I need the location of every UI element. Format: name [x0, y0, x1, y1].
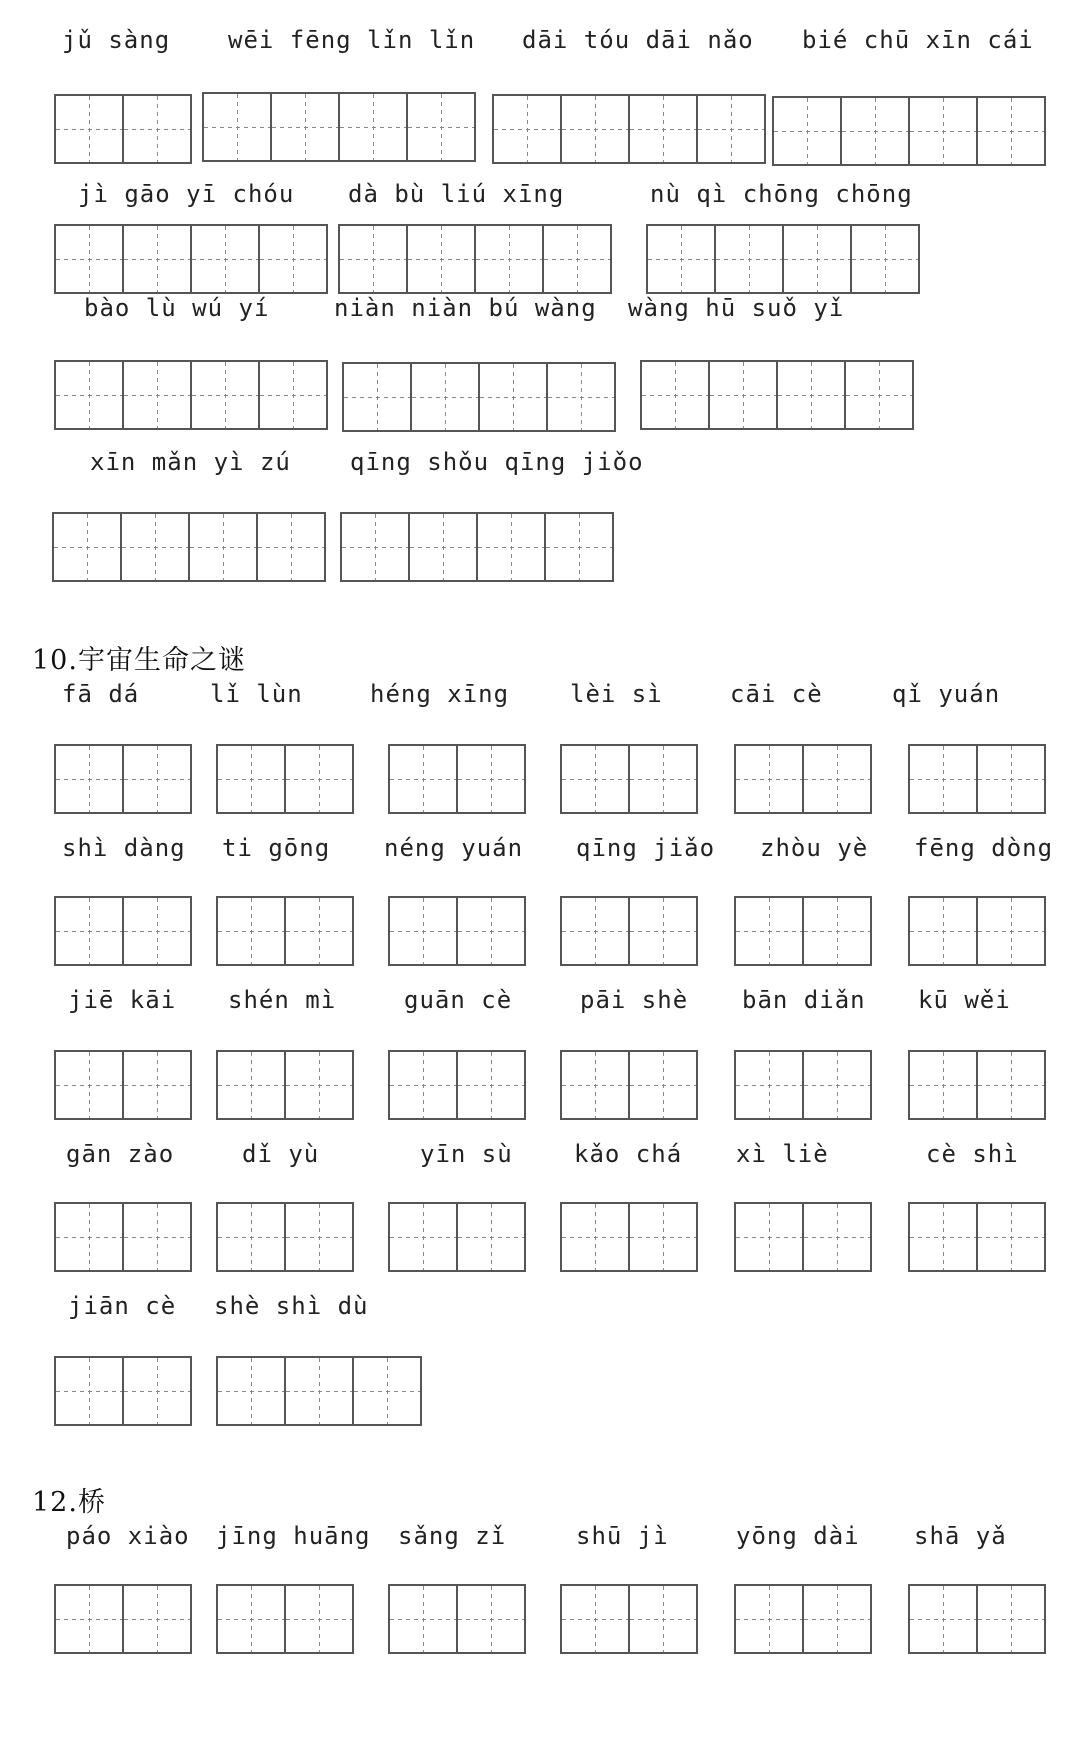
character-cell[interactable]	[256, 512, 326, 582]
writing-grid[interactable]	[54, 896, 192, 966]
character-cell[interactable]	[546, 362, 616, 432]
character-cell[interactable]	[338, 224, 408, 294]
character-cell[interactable]	[478, 362, 548, 432]
character-cell[interactable]	[456, 1584, 526, 1654]
writing-grid[interactable]	[734, 896, 872, 966]
character-cell[interactable]	[476, 512, 546, 582]
character-cell[interactable]	[646, 224, 716, 294]
character-cell[interactable]	[406, 92, 476, 162]
writing-grid[interactable]	[734, 744, 872, 814]
character-cell[interactable]	[270, 92, 340, 162]
pinyin-label: kǎo chá	[574, 1140, 683, 1168]
pinyin-label: bié chū xīn cái	[802, 26, 1034, 54]
writing-grid[interactable]	[646, 224, 920, 294]
writing-grid[interactable]	[216, 896, 354, 966]
character-cell[interactable]	[456, 1050, 526, 1120]
character-cell[interactable]	[734, 744, 804, 814]
pinyin-label: fā dá	[62, 680, 140, 708]
character-cell[interactable]	[542, 224, 612, 294]
character-cell[interactable]	[122, 896, 192, 966]
character-cell[interactable]	[342, 362, 412, 432]
character-cell[interactable]	[122, 224, 192, 294]
character-cell[interactable]	[54, 896, 124, 966]
character-cell[interactable]	[410, 362, 480, 432]
character-cell[interactable]	[976, 1050, 1046, 1120]
character-cell[interactable]	[492, 94, 562, 164]
pinyin-label: kū wěi	[918, 986, 1011, 1014]
character-cell[interactable]	[388, 1202, 458, 1272]
pinyin-label: jīng huāng	[216, 1522, 371, 1550]
character-cell[interactable]	[908, 1584, 978, 1654]
character-cell[interactable]	[628, 1202, 698, 1272]
character-cell[interactable]	[628, 1584, 698, 1654]
pinyin-label: bān diǎn	[742, 986, 866, 1014]
pinyin-label: fēng dòng	[914, 834, 1054, 862]
pinyin-label: lǐ lùn	[210, 680, 303, 708]
writing-grid[interactable]	[216, 744, 354, 814]
character-cell[interactable]	[908, 96, 978, 166]
character-cell[interactable]	[976, 1202, 1046, 1272]
character-cell[interactable]	[190, 360, 260, 430]
character-cell[interactable]	[908, 744, 978, 814]
character-cell[interactable]	[802, 1050, 872, 1120]
character-cell[interactable]	[54, 1584, 124, 1654]
character-cell[interactable]	[216, 1202, 286, 1272]
character-cell[interactable]	[406, 224, 476, 294]
character-cell[interactable]	[628, 896, 698, 966]
writing-grid[interactable]	[54, 744, 192, 814]
character-cell[interactable]	[340, 512, 410, 582]
character-cell[interactable]	[714, 224, 784, 294]
character-cell[interactable]	[628, 94, 698, 164]
character-cell[interactable]	[122, 360, 192, 430]
character-cell[interactable]	[54, 1202, 124, 1272]
character-cell[interactable]	[628, 1050, 698, 1120]
pinyin-label: qīng shǒu qīng jiǒo	[350, 448, 644, 476]
character-cell[interactable]	[284, 744, 354, 814]
pinyin-label: shén mì	[228, 986, 337, 1014]
character-cell[interactable]	[734, 896, 804, 966]
writing-grid[interactable]	[202, 92, 476, 162]
character-cell[interactable]	[560, 896, 630, 966]
pinyin-label: jiān cè	[68, 1292, 177, 1320]
writing-grid[interactable]	[908, 1202, 1046, 1272]
pinyin-label: xīn mǎn yì zú	[90, 448, 291, 476]
character-cell[interactable]	[802, 744, 872, 814]
writing-grid[interactable]	[388, 744, 526, 814]
writing-grid[interactable]	[54, 1050, 192, 1120]
writing-grid[interactable]	[216, 1584, 354, 1654]
character-cell[interactable]	[840, 96, 910, 166]
character-cell[interactable]	[708, 360, 778, 430]
character-cell[interactable]	[122, 744, 192, 814]
pinyin-label: wēi fēng lǐn lǐn	[228, 26, 476, 54]
writing-grid[interactable]	[560, 744, 698, 814]
pinyin-label: lèi sì	[570, 680, 663, 708]
pinyin-label: yīn sù	[420, 1140, 513, 1168]
character-cell[interactable]	[628, 744, 698, 814]
character-cell[interactable]	[908, 896, 978, 966]
writing-grid[interactable]	[492, 94, 766, 164]
character-cell[interactable]	[408, 512, 478, 582]
writing-grid[interactable]	[772, 96, 1046, 166]
character-cell[interactable]	[802, 1584, 872, 1654]
character-cell[interactable]	[388, 896, 458, 966]
character-cell[interactable]	[388, 1584, 458, 1654]
pinyin-label: gān zào	[66, 1140, 175, 1168]
pinyin-label: shè shì dù	[214, 1292, 369, 1320]
writing-grid[interactable]	[216, 1202, 354, 1272]
pinyin-label: pāi shè	[580, 986, 689, 1014]
character-cell[interactable]	[284, 896, 354, 966]
writing-grid[interactable]	[388, 896, 526, 966]
character-cell[interactable]	[216, 1584, 286, 1654]
character-cell[interactable]	[284, 1050, 354, 1120]
character-cell[interactable]	[802, 896, 872, 966]
writing-grid[interactable]	[54, 1202, 192, 1272]
character-cell[interactable]	[456, 744, 526, 814]
character-cell[interactable]	[190, 224, 260, 294]
writing-grid[interactable]	[908, 744, 1046, 814]
character-cell[interactable]	[976, 744, 1046, 814]
pinyin-label: dǐ yù	[242, 1140, 320, 1168]
writing-grid[interactable]	[734, 1050, 872, 1120]
character-cell[interactable]	[734, 1202, 804, 1272]
character-cell[interactable]	[54, 224, 124, 294]
character-cell[interactable]	[560, 94, 630, 164]
character-cell[interactable]	[216, 1356, 286, 1426]
writing-grid[interactable]	[734, 1584, 872, 1654]
writing-grid[interactable]	[640, 360, 914, 430]
character-cell[interactable]	[52, 512, 122, 582]
character-cell[interactable]	[850, 224, 920, 294]
character-cell[interactable]	[560, 1050, 630, 1120]
character-cell[interactable]	[802, 1202, 872, 1272]
writing-grid[interactable]	[54, 1584, 192, 1654]
character-cell[interactable]	[976, 96, 1046, 166]
character-cell[interactable]	[284, 1584, 354, 1654]
writing-grid[interactable]	[54, 1356, 192, 1426]
character-cell[interactable]	[54, 94, 124, 164]
character-cell[interactable]	[188, 512, 258, 582]
writing-grid[interactable]	[338, 224, 612, 294]
character-cell[interactable]	[560, 1202, 630, 1272]
writing-grid[interactable]	[908, 1050, 1046, 1120]
character-cell[interactable]	[560, 1584, 630, 1654]
pinyin-label: jiē kāi	[68, 986, 177, 1014]
pinyin-label: yōng dài	[736, 1522, 860, 1550]
pinyin-label: dà bù liú xīng	[348, 180, 565, 208]
writing-grid[interactable]	[560, 1202, 698, 1272]
pinyin-label: dāi tóu dāi nǎo	[522, 26, 754, 54]
character-cell[interactable]	[474, 224, 544, 294]
character-cell[interactable]	[388, 1050, 458, 1120]
pinyin-label: cāi cè	[730, 680, 823, 708]
writing-grid[interactable]	[340, 512, 614, 582]
writing-grid[interactable]	[560, 1584, 698, 1654]
pinyin-label: xì liè	[736, 1140, 829, 1168]
character-cell[interactable]	[122, 1050, 192, 1120]
character-cell[interactable]	[54, 744, 124, 814]
character-cell[interactable]	[258, 360, 328, 430]
character-cell[interactable]	[908, 1202, 978, 1272]
character-cell[interactable]	[776, 360, 846, 430]
character-cell[interactable]	[544, 512, 614, 582]
pinyin-label: néng yuán	[384, 834, 524, 862]
pinyin-label: shū jì	[576, 1522, 669, 1550]
writing-grid[interactable]	[216, 1356, 422, 1426]
character-cell[interactable]	[122, 1202, 192, 1272]
character-cell[interactable]	[734, 1050, 804, 1120]
character-cell[interactable]	[54, 1356, 124, 1426]
character-cell[interactable]	[120, 512, 190, 582]
pinyin-label: niàn niàn bú wàng	[334, 294, 597, 322]
character-cell[interactable]	[782, 224, 852, 294]
pinyin-label: guān cè	[404, 986, 513, 1014]
character-cell[interactable]	[772, 96, 842, 166]
pinyin-label: nù qì chōng chōng	[650, 180, 913, 208]
character-cell[interactable]	[696, 94, 766, 164]
writing-grid[interactable]	[388, 1202, 526, 1272]
pinyin-label: wàng hū suǒ yǐ	[628, 294, 845, 322]
writing-grid[interactable]	[54, 94, 192, 164]
pinyin-label: shì dàng	[62, 834, 186, 862]
writing-grid[interactable]	[388, 1584, 526, 1654]
character-cell[interactable]	[216, 1050, 286, 1120]
character-cell[interactable]	[734, 1584, 804, 1654]
character-cell[interactable]	[122, 1584, 192, 1654]
character-cell[interactable]	[352, 1356, 422, 1426]
pinyin-label: qīng jiǎo	[576, 834, 716, 862]
writing-grid[interactable]	[342, 362, 616, 432]
writing-grid[interactable]	[908, 1584, 1046, 1654]
pinyin-label: jì gāo yī chóu	[78, 180, 295, 208]
character-cell[interactable]	[456, 1202, 526, 1272]
character-cell[interactable]	[216, 744, 286, 814]
character-cell[interactable]	[908, 1050, 978, 1120]
pinyin-label: shā yǎ	[914, 1522, 1007, 1550]
writing-grid[interactable]	[52, 512, 326, 582]
writing-grid[interactable]	[54, 224, 328, 294]
character-cell[interactable]	[216, 896, 286, 966]
pinyin-label: sǎng zǐ	[398, 1522, 507, 1550]
character-cell[interactable]	[122, 1356, 192, 1426]
writing-grid[interactable]	[54, 360, 328, 430]
character-cell[interactable]	[844, 360, 914, 430]
writing-grid[interactable]	[216, 1050, 354, 1120]
writing-grid[interactable]	[908, 896, 1046, 966]
character-cell[interactable]	[284, 1202, 354, 1272]
writing-grid[interactable]	[560, 896, 698, 966]
section-title: 10.宇宙生命之谜	[32, 645, 246, 676]
character-cell[interactable]	[122, 94, 192, 164]
writing-grid[interactable]	[560, 1050, 698, 1120]
character-cell[interactable]	[54, 360, 124, 430]
character-cell[interactable]	[284, 1356, 354, 1426]
character-cell[interactable]	[258, 224, 328, 294]
character-cell[interactable]	[202, 92, 272, 162]
pinyin-label: páo xiào	[66, 1522, 190, 1550]
character-cell[interactable]	[640, 360, 710, 430]
pinyin-label: cè shì	[926, 1140, 1019, 1168]
writing-grid[interactable]	[734, 1202, 872, 1272]
character-cell[interactable]	[338, 92, 408, 162]
character-cell[interactable]	[388, 744, 458, 814]
character-cell[interactable]	[976, 896, 1046, 966]
character-cell[interactable]	[456, 896, 526, 966]
pinyin-label: héng xīng	[370, 680, 510, 708]
pinyin-label: ti gōng	[222, 834, 331, 862]
pinyin-label: qǐ yuán	[892, 680, 1001, 708]
character-cell[interactable]	[976, 1584, 1046, 1654]
character-cell[interactable]	[560, 744, 630, 814]
character-cell[interactable]	[54, 1050, 124, 1120]
section-title: 12.桥	[32, 1487, 106, 1518]
pinyin-label: zhòu yè	[760, 834, 869, 862]
writing-grid[interactable]	[388, 1050, 526, 1120]
pinyin-label: jǔ sàng	[62, 26, 171, 54]
pinyin-label: bào lù wú yí	[84, 294, 270, 322]
